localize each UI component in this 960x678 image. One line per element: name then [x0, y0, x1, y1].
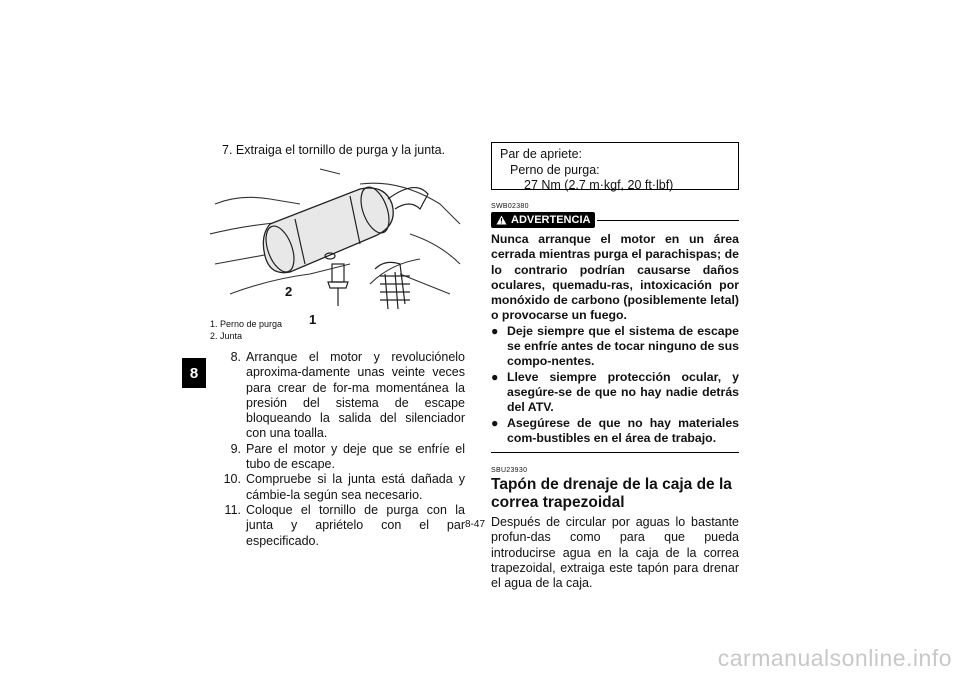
step-text: Coloque el tornillo de purga con la junta y apriételo con el par especificado. — [246, 502, 465, 548]
step-9 — [210, 442, 465, 473]
warning-code: SWB02380 — [491, 203, 529, 210]
warning-body — [491, 232, 739, 446]
warning-bullet — [491, 370, 739, 416]
warning-label: ADVERTENCIA — [511, 214, 591, 226]
bullet-text: Asegúrese de que no hay materiales com-bustibles en el área de trabajo. — [507, 415, 739, 445]
step-number: 10. — [223, 472, 241, 487]
step-8 — [210, 350, 465, 442]
section-text: Después de circular por aguas lo bastante profun-das como para que pueda introducirse agua en la caja de la correa trapezoidal, extraiga este tapón para drenar el agua de la caja. — [491, 515, 739, 591]
torque-spec-box — [491, 142, 739, 190]
warning-bullet — [491, 416, 739, 447]
section-title: Tapón de drenaje de la caja de la correa trapezoidal — [491, 476, 732, 512]
chapter-tab: 8 — [182, 358, 206, 388]
caption-item: 1. Perno de purga — [210, 319, 283, 329]
muffler-drawing — [210, 164, 465, 314]
step-10 — [210, 472, 465, 503]
step-text: Pare el motor y deje que se enfríe el tubo de escape. — [246, 441, 465, 472]
warning-rule — [597, 220, 739, 221]
bullet-icon: ● — [491, 323, 499, 338]
section-code: SBU23930 — [491, 467, 528, 475]
bullet-icon: ● — [491, 415, 499, 430]
warning-text: Nunca arranque el motor en un área cerrada mientras purga el parachispas; de lo contrario podrían causarse daños oculares, quemadu-ras, intoxicación por monóxido de carbono (posiblemente letal) o provocarse un fuego. — [491, 232, 739, 323]
step-number: 11. — [224, 502, 241, 517]
left-column — [210, 142, 465, 549]
caption-item: 2. Junta — [210, 331, 243, 341]
step-7-text: Extraiga el tornillo de purga y la junta. — [235, 143, 446, 157]
bullet-text: Lleve siempre protección ocular, y asegúre-se de que no hay nadie detrás del ATV. — [507, 369, 739, 415]
step-7 — [222, 142, 465, 158]
warning-triangle-icon — [496, 215, 507, 225]
torque-item: Perno de purga: — [510, 162, 600, 177]
step-text: Arranque el motor y revoluciónelo aproxima-damente unas veinte veces para crear de for-ma momentánea la presión del sistema de escape bloqueando la salida del silenciador con una toalla. — [246, 350, 465, 441]
step-11 — [210, 503, 465, 549]
figure-caption — [210, 318, 465, 342]
torque-label: Par de apriete: — [500, 147, 582, 161]
warning-badge — [491, 212, 595, 228]
step-number: 8. — [230, 350, 241, 364]
bullet-text: Deje siempre que el sistema de escape se enfríe antes de tocar ninguno de sus compo-nentes. — [507, 323, 739, 369]
warning-end-rule — [491, 452, 739, 453]
torque-value: 27 Nm (2.7 m·kgf, 20 ft·lbf) — [524, 178, 674, 192]
right-column — [491, 142, 739, 592]
page-number: 8-47 — [465, 519, 486, 530]
warning-bullet — [491, 324, 739, 370]
callout-1: 1 — [309, 312, 317, 327]
bullet-icon: ● — [491, 369, 499, 384]
callout-2: 2 — [285, 284, 293, 299]
watermark: carmanualsonline.info — [717, 645, 952, 671]
step-text: Compruebe si la junta está dañada y cámbie-la según sea necesario. — [246, 472, 465, 502]
step-7-number: 7. — [222, 143, 233, 157]
steps-list — [210, 350, 465, 549]
warning-header — [491, 212, 739, 228]
step-number: 9. — [230, 441, 241, 456]
